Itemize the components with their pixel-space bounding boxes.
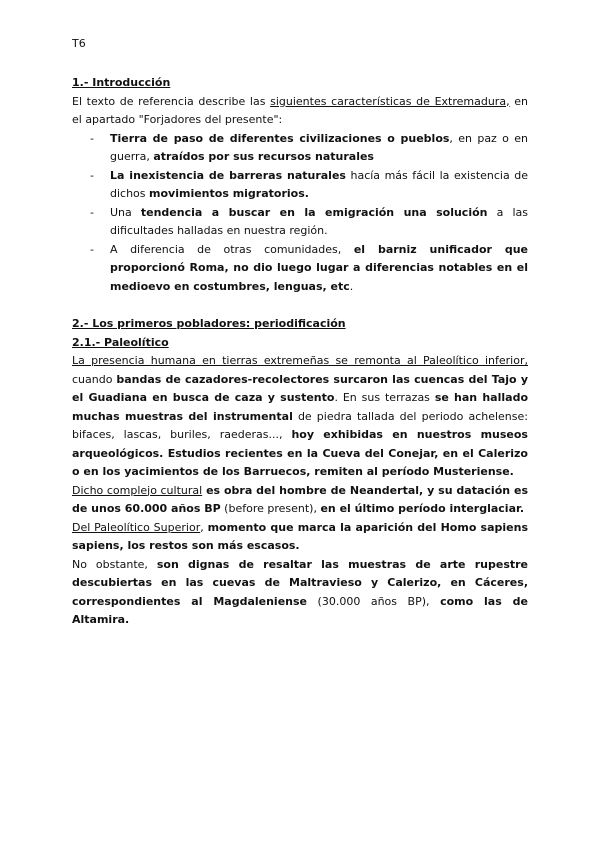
page-header-label: T6 xyxy=(72,37,86,50)
p1-underlined: La presencia humana en tierras extremeñas se remonta al Paleolítico inferior, xyxy=(72,354,528,367)
document-body xyxy=(72,74,528,630)
intro-paragraph xyxy=(72,93,528,130)
p4-text: (30.000 años BP), xyxy=(307,594,441,608)
item-bold: movimientos migratorios. xyxy=(149,187,309,200)
characteristics-list xyxy=(72,130,528,297)
p1-text: de piedra tallada del periodo achelense: bifaces, lascas, buriles, raederas..., xyxy=(72,409,528,441)
section-2-heading: 2.- Los primeros pobladores: periodificación xyxy=(72,317,346,330)
p1-bold: se han hallado muchas muestras del instrumental xyxy=(72,391,529,423)
p2-bold: en el último período interglaciar. xyxy=(320,502,525,515)
p3-text: , xyxy=(200,520,208,534)
p4-bold: como las de Altamira. xyxy=(72,594,528,626)
p2-bold: es obra del hombre de Neandertal, y su datación es de unos 60.000 años BP xyxy=(72,483,528,515)
item-text: a las dificultades halladas en nuestra región. xyxy=(110,205,528,237)
list-item xyxy=(72,241,528,297)
p3-underlined: Del Paleolítico Superior xyxy=(72,520,201,534)
paleolithic-paragraph-3 xyxy=(72,519,528,556)
item-text: . xyxy=(349,279,354,293)
p1-text: cuando xyxy=(72,372,117,386)
item-text: , en paz o en guerra, xyxy=(110,131,528,163)
p1-bold: bandas de cazadores-recolectores surcaron las cuencas del Tajo y el Guadiana en busca de caza y sustento xyxy=(72,372,528,404)
item-text: hacía más fácil la existencia de dichos xyxy=(110,168,528,200)
section-1-heading: 1.- Introducción xyxy=(72,76,171,89)
p3-bold: momento que marca la aparición del Homo sapiens sapiens, los restos son más escasos. xyxy=(72,520,529,552)
section-2-1-heading: 2.1.- Paleolítico xyxy=(72,335,169,349)
intro-underlined: siguientes características de Extremadura, xyxy=(270,94,510,108)
item-bold: La inexistencia de barreras naturales xyxy=(110,168,346,182)
p4-bold: son dignas de resaltar las muestras de arte rupestre descubiertas en las cuevas de Maltravieso y Calerizo, en Cáceres, correspondientes al Magdaleniense xyxy=(72,557,529,608)
paleolithic-paragraph-2 xyxy=(72,482,528,519)
item-text: A diferencia de otras comunidades, xyxy=(110,242,354,256)
p2-text: (before present), xyxy=(220,502,321,515)
item-text: Una xyxy=(110,205,141,219)
paleolithic-paragraph-1 xyxy=(72,352,528,482)
item-bold: atraídos por sus recursos naturales xyxy=(153,150,374,163)
list-item xyxy=(72,130,528,167)
paleolithic-paragraph-4 xyxy=(72,556,528,630)
item-bold: tendencia a buscar en la emigración una solución xyxy=(140,205,488,219)
item-bold: Tierra de paso de diferentes civilizaciones o pueblos xyxy=(110,131,450,145)
p1-text: . En sus terrazas xyxy=(334,391,435,404)
list-item xyxy=(72,167,528,204)
intro-text-1: El texto de referencia describe las xyxy=(72,94,271,108)
p2-underlined: Dicho complejo cultural xyxy=(72,483,203,497)
list-item xyxy=(72,204,528,241)
p4-text: No obstante, xyxy=(72,557,157,571)
intro-text-2: en el apartado "Forjadores del presente": xyxy=(72,94,528,126)
item-bold: el barniz unificador que proporcionó Roma, no dio luego lugar a diferencias notables en el medioevo en costumbres, lenguas, etc xyxy=(110,242,528,293)
p1-bold: hoy exhibidas en nuestros museos arqueológicos. Estudios recientes en la Cueva del Conejar, en el Calerizo o en los yacimientos de los Barruecos, remiten al período Musteriense. xyxy=(72,428,528,478)
